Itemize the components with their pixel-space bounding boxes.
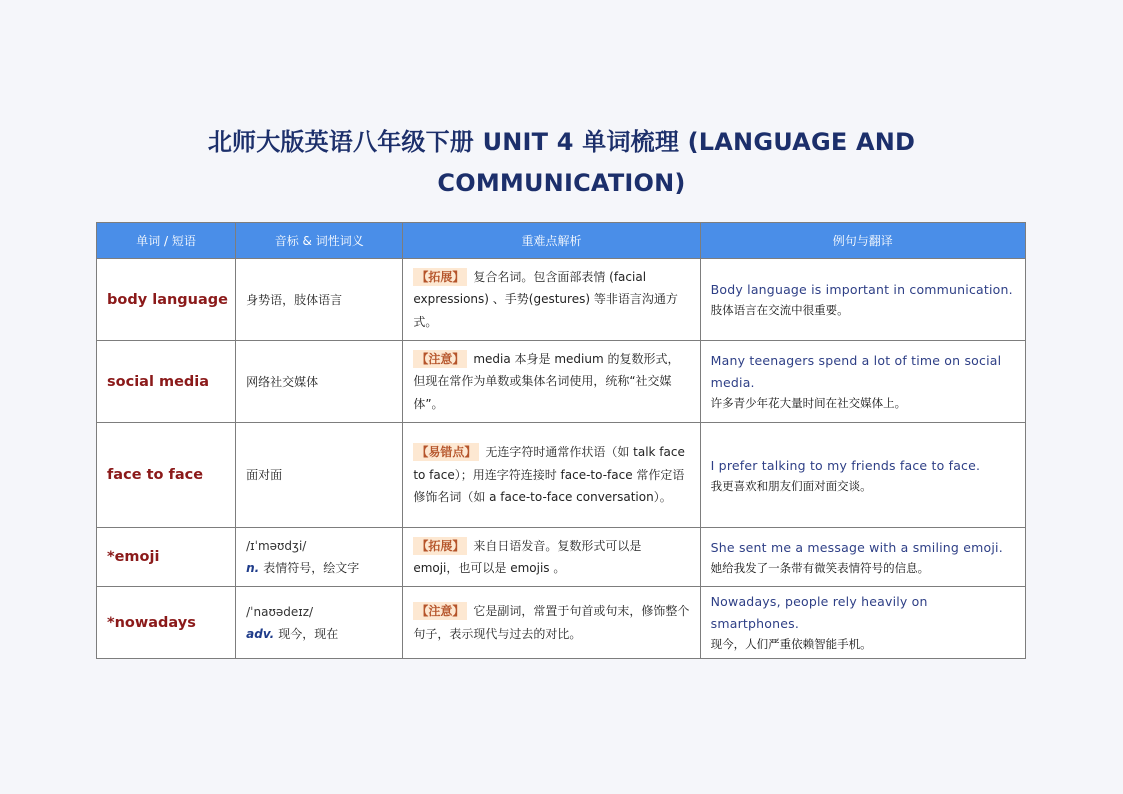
example-chinese: 许多青少年花大量时间在社交媒体上。	[710, 396, 907, 410]
meaning: 身势语，肢体语言	[246, 292, 343, 307]
title-line-2: COMMUNICATION)	[437, 169, 686, 197]
note-tag: 【注意】	[413, 350, 467, 368]
example-english: Body language is important in communication.	[710, 282, 1013, 297]
example-english: Many teenagers spend a lot of time on social media.	[710, 353, 1002, 390]
meaning: 表情符号，绘文字	[263, 561, 360, 575]
header-word: 单词 / 短语	[97, 223, 236, 259]
table-row	[97, 528, 1026, 587]
header-phonetic: 音标 & 词性词义	[236, 223, 403, 259]
note-tag: 【拓展】	[413, 537, 467, 555]
note-text: 它是副词，常置于句首或句末，修饰整个句子，表示现代与过去的对比。	[413, 604, 690, 641]
example-cell	[700, 423, 1025, 528]
key-point-cell	[403, 259, 700, 341]
note-tag: 【拓展】	[413, 268, 467, 286]
meaning: 网络社交媒体	[246, 374, 319, 389]
meaning: 面对面	[246, 468, 283, 482]
phonetic-transcription: /ɪˈməʊdʒi/	[246, 539, 307, 553]
example-cell	[700, 259, 1025, 341]
word-cell: face to face	[97, 423, 236, 528]
table-header	[97, 223, 1026, 259]
word-cell: *emoji	[97, 528, 236, 587]
header-example: 例句与翻译	[700, 223, 1025, 259]
example-english: I prefer talking to my friends face to face.	[710, 457, 981, 473]
header-key-points: 重难点解析	[403, 223, 700, 259]
key-point-cell	[403, 528, 700, 587]
page-title	[140, 122, 983, 204]
phonetic-cell	[236, 423, 403, 528]
example-chinese: 她给我发了一条带有微笑表情符号的信息。	[710, 560, 930, 575]
example-chinese: 现今，人们严重依赖智能手机。	[710, 637, 872, 651]
table-row	[97, 423, 1026, 528]
note-text: media 本身是 medium 的复数形式，但现在常作为单数或集体名词使用，统称“社交媒体”。	[413, 351, 680, 411]
example-chinese: 我更喜欢和朋友们面对面交谈。	[710, 478, 872, 493]
example-english: Nowadays, people rely heavily on smartphones.	[710, 594, 928, 631]
example-cell	[700, 587, 1025, 659]
note-text: 来自日语发音。复数形式可以是 emoji，也可以是 emojis 。	[413, 538, 642, 575]
word-cell: social media	[97, 341, 236, 423]
phonetic-cell	[236, 259, 403, 341]
example-cell	[700, 341, 1025, 423]
phonetic-transcription: /ˈnaʊədeɪz/	[246, 604, 314, 619]
phonetic-cell	[236, 341, 403, 423]
key-point-cell	[403, 423, 700, 528]
meaning: 现今，现在	[278, 626, 339, 641]
vocabulary-table	[96, 222, 1026, 659]
example-chinese: 肢体语言在交流中很重要。	[710, 303, 849, 317]
example-cell	[700, 528, 1025, 587]
note-text: 无连字符时通常作状语（如 talk face to face）；用连字符连接时 face-to-face 常作定语修饰名词（如 a face-to-face conversation）。	[413, 445, 685, 505]
note-tag: 【注意】	[413, 602, 467, 620]
table-row	[97, 341, 1026, 423]
key-point-cell	[403, 341, 700, 423]
table-row	[97, 259, 1026, 341]
phonetic-cell	[236, 587, 403, 659]
title-line-1: 北师大版英语八年级下册 UNIT 4 单词梳理 (LANGUAGE AND	[207, 128, 916, 156]
phonetic-cell	[236, 528, 403, 587]
part-of-speech: adv.	[246, 626, 275, 641]
word-cell: *nowadays	[97, 587, 236, 659]
note-tag: 【易错点】	[413, 443, 479, 461]
table-row	[97, 587, 1026, 659]
example-english: She sent me a message with a smiling emoji.	[710, 539, 1003, 555]
note-text: 复合名词。包含面部表情 (facial expressions) 、手势(gestures) 等非语言沟通方式。	[413, 269, 678, 329]
key-point-cell	[403, 587, 700, 659]
word-cell: body language	[97, 259, 236, 341]
part-of-speech: n.	[246, 561, 260, 575]
